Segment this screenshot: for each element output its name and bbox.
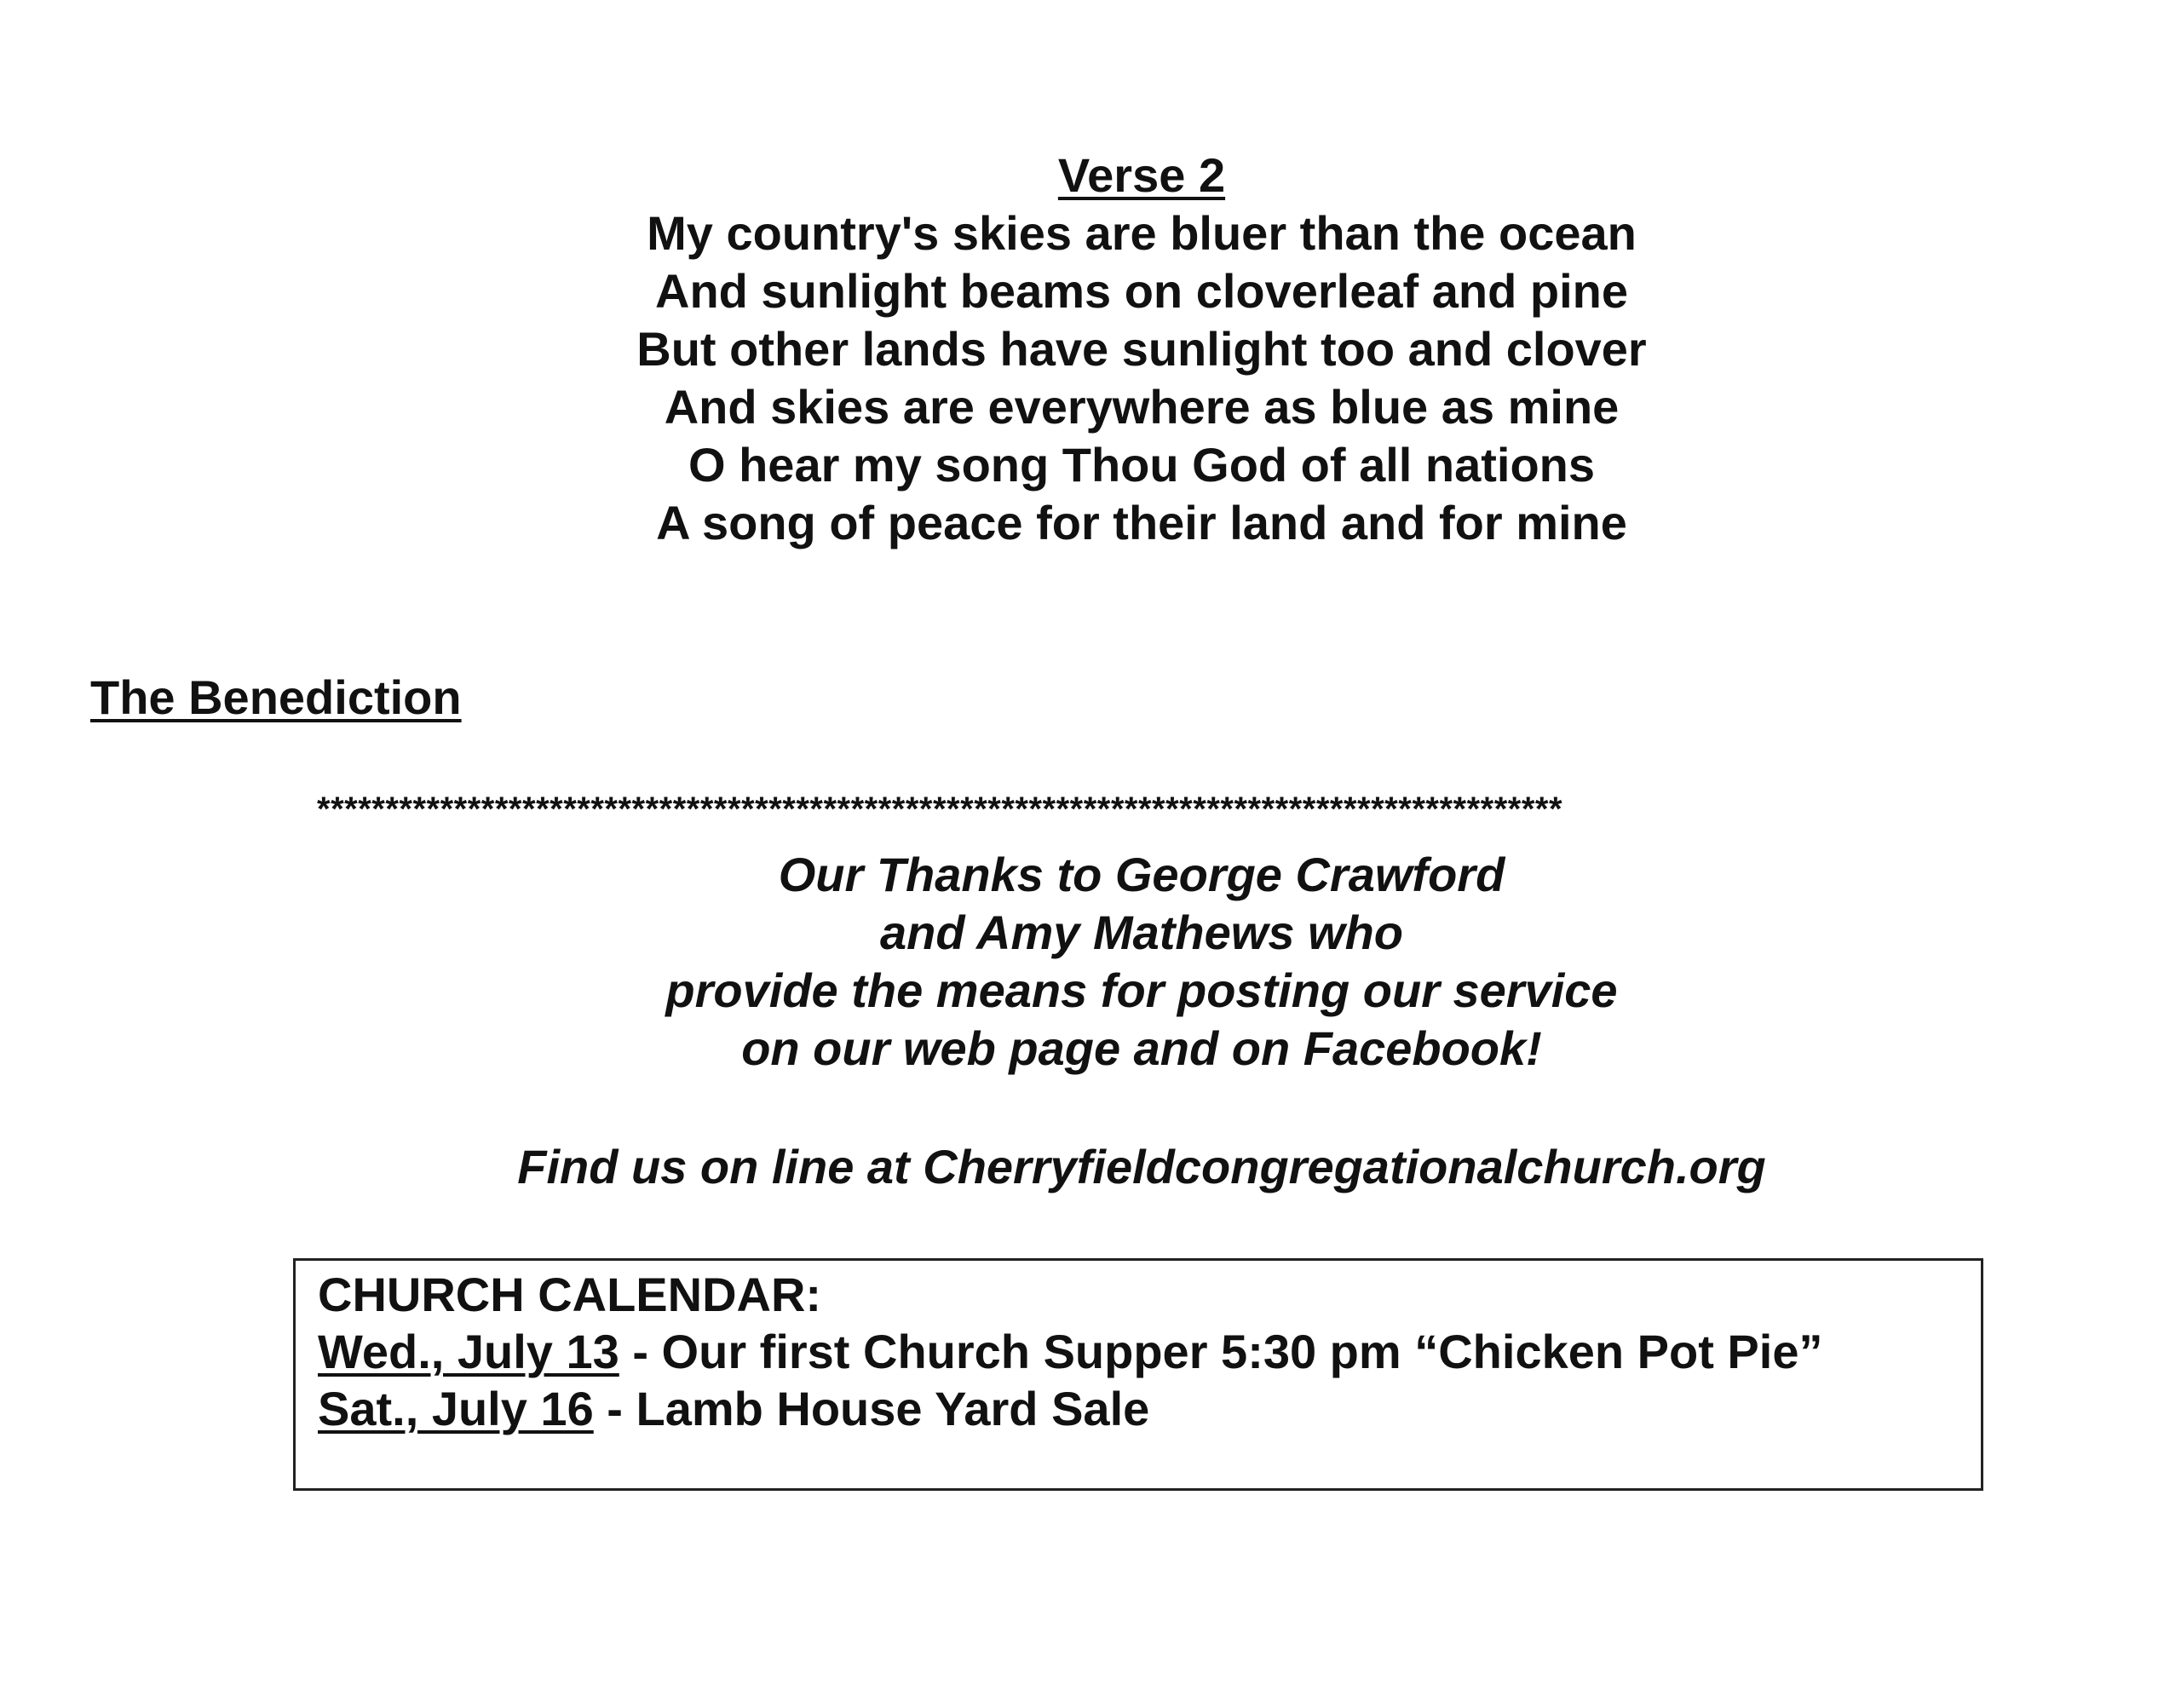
thanks-line: Our Thanks to George Crawford bbox=[778, 848, 1505, 901]
verse-line: My country's skies are bluer than the ocean bbox=[647, 206, 1637, 260]
thanks-line: provide the means for posting our service bbox=[665, 963, 1618, 1017]
church-calendar-box bbox=[293, 1258, 1983, 1491]
thanks-section bbox=[0, 846, 2181, 1078]
thanks-line: and Amy Mathews who bbox=[879, 906, 1403, 959]
verse-title: Verse 2 bbox=[1057, 148, 1226, 202]
find-us-online: Find us on line at Cherryfieldcongregationalchurch.org bbox=[517, 1140, 1766, 1193]
thanks-line: on our web page and on Facebook! bbox=[741, 1021, 1542, 1075]
verse-line: But other lands have sunlight too and clover bbox=[636, 322, 1647, 376]
calendar-event bbox=[318, 1323, 1981, 1380]
calendar-event-description: - Lamb House Yard Sale bbox=[593, 1382, 1150, 1435]
verse-line: And sunlight beams on cloverleaf and pine bbox=[655, 264, 1628, 318]
calendar-event-date: Wed., July 13 bbox=[318, 1325, 619, 1378]
calendar-event-date: Sat., July 16 bbox=[318, 1382, 594, 1435]
calendar-event-description: - Our first Church Supper 5:30 pm “Chicken Pot Pie” bbox=[619, 1325, 1823, 1378]
calendar-event bbox=[318, 1380, 1981, 1437]
benediction-heading: The Benediction bbox=[90, 670, 462, 724]
verse-line: A song of peace for their land and for mine bbox=[656, 496, 1627, 549]
verse-section bbox=[0, 147, 2181, 552]
verse-line: And skies are everywhere as blue as mine bbox=[664, 380, 1620, 434]
asterisk-divider: ******************************************************************************************* bbox=[317, 791, 1563, 828]
calendar-heading: CHURCH CALENDAR: bbox=[318, 1268, 822, 1321]
verse-line: O hear my song Thou God of all nations bbox=[688, 438, 1596, 492]
